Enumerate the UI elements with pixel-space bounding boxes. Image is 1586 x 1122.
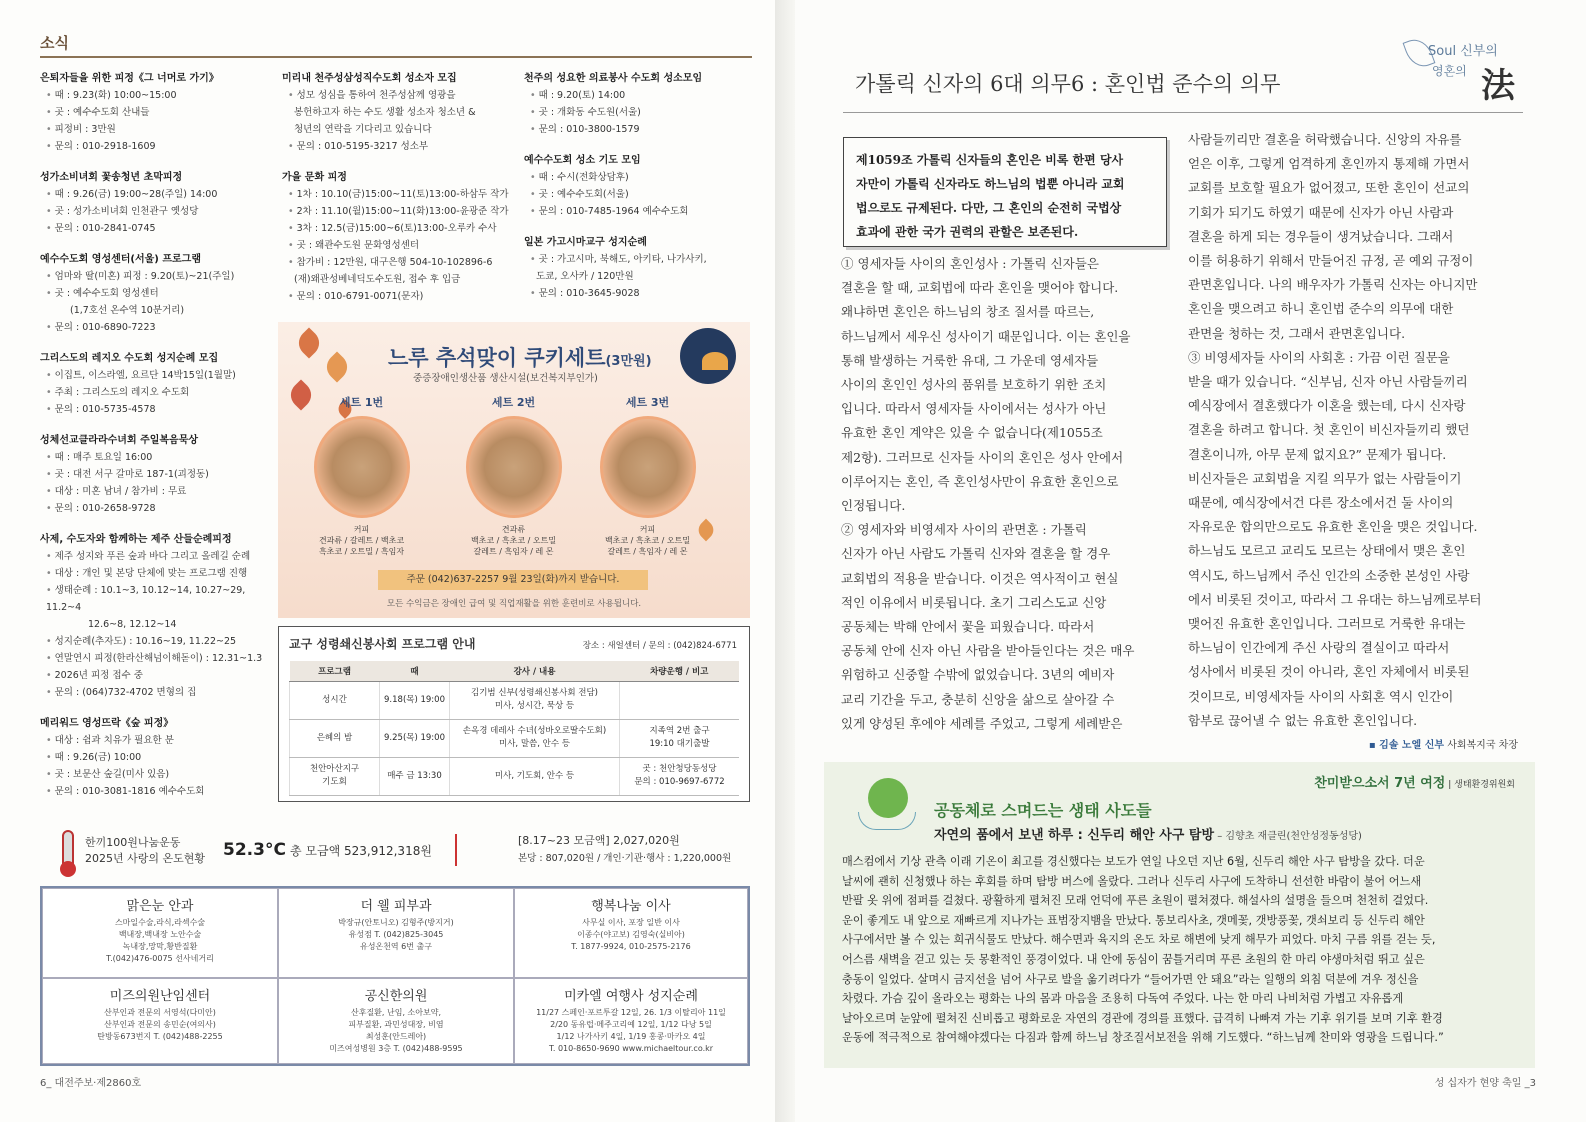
cookie-box-image — [314, 416, 410, 518]
business-name: 더 웰 피부과 — [360, 899, 432, 914]
business-line: 피부질환, 과민성대장, 비염 — [348, 1020, 444, 1029]
text-line: 예식장에서 결혼했다가 이혼을 했는데, 다시 신자랑 — [1188, 398, 1466, 414]
eco-title: 공동체로 스며드는 생태 사도들 — [934, 801, 1152, 820]
thermo-week: [8.17~23 모금액] 2,027,020원 — [518, 834, 680, 847]
eco-series: 찬미받으소서 7년 여정 | 생태환경위원회 — [1314, 776, 1515, 791]
news-title: 은퇴자들을 위한 피정《그 너머로 가기》 — [40, 73, 219, 84]
cell-line: 은혜의 밤 — [316, 732, 353, 743]
news-column-3 — [524, 66, 750, 302]
news-item: • 문의 : 010-3800-1579 — [524, 121, 750, 138]
text-line: ② 영세자와 비영세자 사이의 관면혼 : 가톨릭 — [841, 522, 1087, 538]
text-line: 교회법의 적용을 받습니다. 이것은 역사적이고 현실 — [841, 570, 1119, 586]
right-page — [795, 0, 1586, 1122]
quote-line: 효과에 관한 국가 권력의 관할은 보존된다. — [856, 225, 1079, 239]
spacer — [40, 517, 272, 527]
table-row — [290, 719, 740, 757]
cell-line: 손옥경 데레사 수녀(성바오로딸수도회) — [462, 726, 607, 736]
eco-column-box — [824, 762, 1535, 1068]
text-line: 하느님께서 세우신 성사이기 때문입니다. 이는 혼인을 — [841, 328, 1131, 344]
business-line: 이종수(야고보) 김영숙(실비아) — [577, 930, 685, 939]
text-line: 결혼을 하려고 합니다. 첫 혼인이 비신자들끼리 했던 — [1188, 422, 1470, 438]
text-line: 교회를 보호할 필요가 없어졌고, 또한 혼인이 선교의 — [1188, 180, 1470, 196]
ad-subtitle: 중증장애인생산품 생산시설(보건복지부인가) — [413, 373, 598, 384]
news-item: • 1차 : 10.10(금)15:00~11(토)13:00-하삼두 작가 — [282, 186, 517, 203]
news-item: • 문의 : 010-3081-1816 예수수도회 — [40, 783, 272, 800]
set-name: 세트 2번 — [491, 396, 536, 409]
text-line: 교리 기간을 두고, 충분히 신앙을 삶으로 살아갈 수 — [841, 691, 1115, 707]
business-line: 최성훈(안드레아) — [365, 1032, 427, 1041]
cell-line: 미사, 말씀, 안수 등 — [499, 739, 570, 749]
text-line: 충동이 일었다. 살며시 금지선을 넘어 사구로 발을 옮기려다가 “들어가면 안 돼요”라는 일행의 외침 덕분에 겨우 정신을 — [842, 972, 1419, 986]
text-line: 얻은 이후, 그렇게 엄격하게 혼인까지 통제해 가면서 — [1188, 156, 1470, 172]
hand-icon — [858, 812, 916, 830]
cell-line: 기도회 — [322, 777, 347, 787]
cell-line: 미사, 성시간, 묵상 등 — [494, 701, 575, 711]
business-line: 탄방동673번지 T. (042)488-2255 — [97, 1032, 223, 1041]
news-item: • 곳 : 대전 서구 갈마로 187-1(괴정동) — [40, 466, 272, 483]
news-item: • 대상 : 미혼 남녀 / 참가비 : 무료 — [40, 483, 272, 500]
cell-line: 19:10 대기출발 — [649, 739, 710, 749]
text-line: 공동체는 박해 안에서 꽃을 피웠습니다. 따라서 — [841, 619, 1095, 635]
news-title: 가을 문화 피정 — [282, 172, 347, 183]
business-line: 1/12 나가사키 4일, 1/19 홍콩·마카오 4일 — [556, 1032, 706, 1041]
news-item: • 제주 성지와 푸른 숲과 바다 그리고 올레길 순례 — [40, 548, 272, 565]
business-name: 맑은눈 안과 — [126, 899, 194, 914]
page-gutter — [775, 0, 795, 1122]
table-header: 때 — [380, 661, 450, 681]
table-cell — [290, 757, 380, 795]
column-series-2: 영혼의 — [1432, 64, 1467, 78]
title-rule — [843, 112, 1523, 113]
table-header: 차량운행 / 비고 — [620, 661, 740, 681]
business-line: 산부인과 전문의 서영석(다미안) — [104, 1008, 216, 1017]
news-item: • 때 : 9.26(금) 19:00~28(주일) 14:00 — [40, 186, 272, 203]
news-item: 봉헌하고자 하는 수도 생활 성소자 청소년 & — [294, 107, 476, 118]
news-item: • 때 : 9.20(토) 14:00 — [524, 87, 750, 104]
thermo-line1: 한끼100원나눔운동 — [85, 836, 181, 849]
cell-line: 곳 : 천안청당동성당 — [642, 764, 717, 774]
table-cell — [290, 719, 380, 757]
text-line: ① 영세자들 사이의 혼인성사 : 가톨릭 신자들은 — [841, 256, 1099, 271]
text-line: 결혼이니까, 아무 문제 없지요?” 문제가 됩니다. — [1188, 446, 1447, 462]
news-column-1 — [40, 66, 272, 800]
news-item: • 문의 : 010-5735-4578 — [40, 401, 272, 418]
spacer — [282, 155, 517, 165]
business-line: 유성온천역 6번 출구 — [360, 942, 432, 951]
news-item: • 곳 : 보문산 숲길(미사 있음) — [40, 766, 272, 783]
set-desc: 커피 견과류 / 갈레트 / 백초코 흑초코 / 오트밀 / 흑임자 — [318, 525, 405, 556]
table-cell — [620, 757, 740, 795]
news-item: 청년의 연락을 기다리고 있습니다 — [294, 124, 432, 135]
cookie-box-image — [466, 416, 562, 518]
business-line: 미즈여성병원 3층 T. (042)488-9595 — [329, 1044, 463, 1053]
news-title: 성체선교클라라수녀회 주일복음묵상 — [40, 435, 199, 446]
business-card — [278, 978, 514, 1064]
news-item: • 문의 : 010-2841-0745 — [40, 220, 272, 237]
news-title: 그리스도의 레지오 수도회 성지순례 모집 — [40, 353, 219, 364]
text-line: 공동체 안에 신자 아닌 사람을 받아들인다는 것은 매우 — [841, 643, 1135, 659]
text-line: 기회가 되기도 하였기 때문에 신자가 아닌 사람과 — [1188, 204, 1454, 220]
text-line: 매스컴에서 기상 관측 이래 기온이 최고를 경신했다는 보도가 연일 나오던 지난 6월, 신두리 해안 사구 탐방을 갔다. 더운 — [842, 855, 1425, 868]
thermometer-box — [40, 812, 752, 882]
cookie-ad — [278, 322, 750, 618]
ad-title: 느루 추석맞이 쿠키세트(3만원) — [388, 346, 652, 370]
eco-subtitle: 자연의 품에서 보낸 하루 : 신두리 해안 사구 탐방 – 김향초 재클린(천안성정동성당) — [934, 828, 1362, 843]
cookie-set-3 — [580, 394, 715, 557]
business-card — [514, 978, 748, 1064]
thermo-total: 총 모금액 523,912,318원 — [290, 844, 432, 858]
business-card — [278, 888, 514, 978]
program-table — [289, 661, 739, 796]
news-item: • 대상 : 쉼과 치유가 필요한 분 — [40, 732, 272, 749]
news-title: 성가소비녀회 꽃송청년 초막피정 — [40, 172, 183, 183]
table-cell — [380, 681, 450, 719]
news-item: • 생태순례 : 10.1~3, 10.12~14, 10.27~29, 11.2~4 — [40, 582, 272, 616]
table-cell — [450, 681, 620, 719]
news-item: • 문의 : 010-5195-3217 성소부 — [282, 138, 517, 155]
text-line: 입니다. 따라서 영세자들 사이에서는 성사가 아닌 — [841, 401, 1107, 417]
news-title: 메리워드 영성뜨락《숲 피정》 — [40, 718, 174, 729]
news-title: 천주의 성요한 의료봉사 수도회 성소모임 — [524, 73, 703, 84]
news-item: • 때 : 9.26(금) 10:00 — [40, 749, 272, 766]
table-cell — [290, 681, 380, 719]
business-directory — [40, 886, 750, 1066]
text-line: 역시도, 하느님께서 주신 인간의 소중한 본성인 사랑 — [1188, 567, 1470, 583]
table-cell — [620, 719, 740, 757]
maple-leaf-icon — [293, 327, 324, 358]
text-line: 사람들끼리만 결혼을 허락했습니다. 신앙의 자유를 — [1188, 132, 1462, 147]
news-item: • 때 : 9.23(화) 10:00~15:00 — [40, 87, 272, 104]
spacer — [40, 237, 272, 247]
news-item: • 곳 : 왜관수도원 문화영성센터 — [282, 237, 517, 254]
page-footer: 6_ 대전주보·제2860호 — [40, 1078, 142, 1089]
news-item: • 주최 : 그리스도의 레지오 수도회 — [40, 384, 272, 401]
text-line: 혼인을 맺으려고 하니 혼인법 준수의 의무에 대한 — [1188, 301, 1454, 317]
news-item: • 문의 : 010-6791-0071(문자) — [282, 288, 517, 305]
text-line: 통해 발생하는 거룩한 유대, 그 가운데 영세자들 — [841, 352, 1099, 368]
table-header: 강사 / 내용 — [450, 661, 620, 681]
quote-line: 자만이 가톨릭 신자라도 하느님의 법뿐 아니라 교회 — [856, 177, 1125, 191]
spacer — [524, 220, 750, 230]
table-cell — [380, 719, 450, 757]
text-line: 날아오르며 눈앞에 펼쳐진 신비롭고 평화로운 자연의 경관에 경의를 표했다. 급격히 나빠져 가는 기후 위기를 보며 기후 환경 — [842, 1011, 1443, 1025]
set-name: 세트 1번 — [339, 396, 384, 409]
text-line: 성사에서 비롯된 것이 아니라, 혼인 자체에서 비롯된 — [1188, 664, 1470, 680]
text-line: 운동에 적극적으로 참여해야겠다는 다짐과 함께 하느님 창조질서보전을 위해 기도했다. “하느님께 찬미와 영광을 드립니다.” — [842, 1031, 1444, 1045]
section-rule — [40, 56, 752, 58]
table-row — [290, 757, 740, 795]
business-line: 2/20 동유럽·메주고리예 12일, 1/12 다낭 5일 — [550, 1020, 712, 1029]
cell-line: 매주 금 13:30 — [387, 770, 442, 781]
text-line: 이루어지는 혼인, 즉 혼인성사만이 유효한 혼인으로 — [841, 473, 1119, 489]
news-title: 예수수도회 영성센터(서울) 프로그램 — [40, 254, 202, 265]
news-item: • 곳 : 예수수도회 산내들 — [40, 104, 272, 121]
news-item: • 문의 : (064)732-4702 면형의 집 — [40, 684, 272, 701]
text-line: 차렸다. 가슴 깊이 올라오는 평화는 나의 몸과 마음을 조용히 다독여 주었다. 나는 한 마리 나비처럼 가볍고 자유롭게 — [842, 992, 1404, 1006]
news-item: • 문의 : 010-6890-7223 — [40, 319, 272, 336]
news-item: • 문의 : 010-2918-1609 — [40, 138, 272, 155]
table-cell — [620, 681, 740, 719]
spacer — [40, 336, 272, 346]
cell-line: 지족역 2번 출구 — [649, 726, 710, 736]
news-item: • 피정비 : 3만원 — [40, 121, 272, 138]
news-item: • 곳 : 예수수도회(서울) — [524, 186, 750, 203]
text-line: 에서 비롯된 것이고, 따라서 그 유대는 하느님께로부터 — [1188, 591, 1482, 607]
news-item: • 문의 : 010-7485-1964 예수수도회 — [524, 203, 750, 220]
page-footer: 성 십자가 현양 축일 _3 — [1434, 1078, 1536, 1089]
text-line: 함부로 끊어낼 수 없는 유효한 혼인입니다. — [1188, 712, 1418, 728]
news-item: 12.6~8, 12.12~14 — [88, 619, 177, 630]
set-name: 세트 3번 — [625, 396, 670, 409]
spacer — [40, 155, 272, 165]
business-name: 공신한의원 — [364, 989, 428, 1004]
text-line: 사구에서만 볼 수 있는 희귀식물도 만났다. 해수면과 육지의 온도 차로 해변에 낮게 해무가 피었다. 마치 구름 위를 걷는 듯, — [842, 933, 1436, 947]
text-line: 운이 좋게도 내 앞으로 재빠르게 지나가는 표범장지뱀을 만났다. 통보리사초, 갯메꽃, 갯방풍꽃, 갯쇠보리 등 신두리 해안 — [842, 913, 1425, 927]
news-item: • 대상 : 개인 및 본당 단체에 맞는 프로그램 진행 — [40, 565, 272, 582]
text-line: 비신자들은 교회법을 지킬 의무가 없는 사람들이기 — [1188, 470, 1462, 486]
text-line: 반팔 옷 위에 점퍼를 걸쳤다. 광활하게 펼쳐진 모래 언덕에 푸른 초원이 펼쳐졌다. 해설사의 설명을 들으며 천천히 걸었다. — [842, 894, 1429, 908]
business-line: T. 1877-9924, 010-2575-2176 — [571, 942, 691, 951]
text-line: 관면혼입니다. 나의 배우자가 가톨릭 신자는 아니지만 — [1188, 277, 1478, 293]
business-line: 박장규(안토니오) 김형주(방지거) — [338, 918, 454, 927]
ad-note: 모든 수익금은 장애인 급여 및 직업재활을 위한 훈련비로 사용됩니다. — [386, 599, 642, 609]
moon-icon — [680, 328, 736, 384]
news-item: • 문의 : 010-3645-9028 — [524, 285, 750, 302]
text-line: 이를 허용하기 위해서 만들어진 규정, 곧 예외 규정이 — [1188, 253, 1474, 269]
section-title: 소식 — [40, 34, 69, 52]
text-line: 것이므로, 비영세자들 사이의 사회혼 역시 인간이 — [1188, 688, 1454, 704]
article-title: 가톨릭 신자의 6대 의무6 : 혼인법 준수의 의무 — [855, 72, 1281, 96]
news-title: 일본 가고시마교구 성지순례 — [524, 237, 647, 248]
news-item: • 때 : 매주 토요일 16:00 — [40, 449, 272, 466]
table-cell — [380, 757, 450, 795]
set-desc: 커피 백초코 / 흑초코 / 오트밀 갈레트 / 흑임자 / 레 몬 — [604, 525, 691, 556]
business-line: T.(042)476-0075 선사네거리 — [106, 954, 214, 963]
thermo-degree: 52.3°C — [223, 840, 286, 860]
cookie-box-image — [600, 416, 696, 518]
news-item: • 엄마와 딸(미혼) 피정 : 9.20(토)~21(주일) — [40, 268, 272, 285]
table-cell — [450, 757, 620, 795]
table-row — [290, 681, 740, 719]
business-name: 미즈의원난임센터 — [109, 989, 211, 1004]
author-signature: ▪ 김솔 노엘 신부 사회복지국 차장 — [1368, 740, 1518, 751]
news-item: • 성지순례(추자도) : 10.16~19, 11.22~25 — [40, 633, 272, 650]
business-line: 사무실 이사, 포장 일반 이사 — [582, 918, 680, 927]
news-item: • 2026년 피정 접수 중 — [40, 667, 272, 684]
text-line: 어스름 새벽을 걷고 있는 듯 몽환적인 풍경이었다. 내 안에 동심이 꿈틀거리며 푸른 초원의 한 마리 야생마처럼 뛰고 싶은 — [842, 952, 1425, 966]
table-header: 프로그램 — [290, 661, 380, 681]
quote-line: 제1059조 가톨릭 신자들의 혼인은 비록 한편 당사 — [856, 153, 1124, 167]
news-item: • 연말연시 피정(한라산해넘이해돋이) : 12.31~1.3 — [40, 650, 272, 667]
quote-line: 법으로도 규제된다. 다만, 그 혼인의 순전히 국법상 — [856, 201, 1122, 215]
spacer — [524, 138, 750, 148]
news-item: • 참가비 : 12만원, 대구은행 504-10-102896-6 — [282, 254, 517, 271]
news-column-2 — [282, 66, 517, 305]
spacer — [40, 418, 272, 428]
text-line: 받을 때가 있습니다. “신부님, 신자 아닌 사람들끼리 — [1188, 374, 1468, 390]
business-card — [42, 888, 278, 978]
text-line: 위험하고 신중할 수밖에 없었습니다. 3년의 예비자 — [841, 667, 1115, 683]
text-line: 인정됩니다. — [841, 498, 906, 514]
business-card — [42, 978, 278, 1064]
cookie-set-1 — [294, 394, 429, 557]
news-item: • 3차 : 12.5(금)15:00~6(토)13:00-오루카 수사 — [282, 220, 517, 237]
cookie-set-2 — [446, 394, 581, 557]
text-line: 자유로운 합의만으로도 유효한 혼인을 맺은 것입니다. — [1188, 519, 1478, 535]
news-item: 도쿄, 오사카 / 120만원 — [536, 271, 634, 282]
text-line: 관면을 청하는 것, 그래서 관면혼입니다. — [1188, 325, 1406, 341]
news-item: • 2차 : 11.10(월)15:00~11(화)13:00-윤광준 작가 — [282, 203, 517, 220]
text-line: 하느님이 인간에게 주신 사랑의 결실이고 따라서 — [1188, 640, 1450, 656]
news-item: • 성모 성심을 통하여 천주성삼께 영광을 — [282, 87, 517, 104]
cell-line: 9.25(목) 19:00 — [384, 732, 445, 743]
news-item: (재)왜관성베네딕도수도원, 접수 후 입금 — [294, 274, 461, 285]
news-title: 미리내 천주성삼성직수도회 성소자 모집 — [282, 73, 457, 84]
text-line: 유효한 혼인 계약은 있을 수 없습니다(제1055조 — [841, 425, 1103, 441]
text-line: 때문에, 예식장에서건 다른 장소에서건 둘 사이의 — [1188, 495, 1454, 511]
business-line: 유성점 T. (042)825-3045 — [348, 930, 444, 939]
news-item: • 때 : 수시(전화상담후) — [524, 169, 750, 186]
news-title: 예수수도회 성소 기도 모임 — [524, 155, 641, 166]
article-column-1 — [841, 252, 1171, 736]
cell-line: 문의 : 010-9697-6772 — [634, 777, 725, 787]
news-item: • 곳 : 성가소비녀회 인천관구 옛성당 — [40, 203, 272, 220]
business-line: 스마일수술,라식,라섹수술 — [114, 918, 206, 927]
text-line: 결혼을 하게 되는 경우들이 생겨났습니다. 그래서 — [1188, 228, 1454, 244]
cell-line: 천안아산지구 — [309, 764, 360, 774]
canon-quote — [843, 137, 1167, 247]
business-line: 녹내장,망막,황반질환 — [122, 942, 198, 951]
spacer — [40, 701, 272, 711]
cell-line: 김기범 신부(성령쇄신봉사회 전담) — [471, 688, 598, 698]
left-page — [0, 0, 775, 1122]
text-line: 있게 양성된 후에야 세례를 주었고, 그렇게 세례받은 — [841, 715, 1123, 731]
business-name: 행복나눔 이사 — [591, 899, 671, 914]
business-card — [514, 888, 748, 978]
text-line: 결혼을 할 때, 교회법에 따라 혼인을 맺어야 합니다. — [841, 280, 1119, 296]
news-item: • 이집트, 이스라엘, 요르단 14박15일(1월말) — [40, 367, 272, 384]
text-line: 제2항). 그러므로 신자들 사이의 혼인은 성사 안에서 — [841, 449, 1124, 465]
article-column-2 — [1188, 128, 1518, 733]
text-line: 신자가 아닌 사람도 가톨릭 신자와 결혼을 할 경우 — [841, 546, 1111, 562]
news-item: • 곳 : 가고시마, 북해도, 아키타, 나가사키, — [524, 251, 750, 268]
text-line: ③ 비영세자들 사이의 사회혼 : 가끔 이런 질문을 — [1188, 349, 1450, 365]
set-desc: 견과류 백초코 / 흑초코 / 오트밀 갈레트 / 흑임자 / 레 몬 — [470, 525, 557, 556]
thermometer-icon — [62, 830, 74, 870]
ad-order: 주문 (042)637-2257 9월 23일(화)까지 받습니다. — [378, 570, 648, 590]
news-item: • 곳 : 예수수도회 영성센터 — [40, 285, 272, 302]
maple-leaf-icon — [321, 351, 352, 382]
program-table-box — [278, 626, 750, 802]
thermo-line2: 2025년 사랑의 온도현황 — [85, 852, 205, 865]
business-line: 백내장,백내장 노안수술 — [118, 930, 202, 939]
business-line: 11/27 스페인·포르투갈 12일, 26. 1/3 이탈리아 11일 — [536, 1008, 726, 1017]
text-line: 사이의 혼인인 성사의 품위를 보호하기 위한 조치 — [841, 377, 1107, 393]
program-meta: 장소 : 새얼센터 / 문의 : (042)824-6771 — [582, 641, 737, 651]
news-item: (1,7호선 온수역 10분거리) — [70, 305, 185, 316]
text-line: 날씨에 괜히 신청했나 하는 후회를 하며 탐방 버스에 올랐다. 그러나 신두리 사구에 도착하니 선선한 바람이 불어 어느새 — [842, 874, 1422, 888]
thermo-week-detail: 본당 : 807,020원 / 개인·기관·행사 : 1,220,000원 — [518, 853, 732, 864]
business-line: 산후질환, 난임, 소아보약, — [351, 1008, 441, 1017]
text-line: 적인 이유에서 비롯됩니다. 초기 그리스도교 신앙 — [841, 594, 1107, 610]
table-cell — [450, 719, 620, 757]
divider — [455, 834, 457, 866]
news-item: • 곳 : 개화동 수도원(서울) — [524, 104, 750, 121]
text-line: 왜냐하면 혼인은 하느님의 창조 질서를 따르는, — [841, 304, 1095, 320]
business-name: 미카엘 여행사 성지순례 — [564, 989, 698, 1004]
column-series: Soul 신부의 — [1428, 44, 1498, 59]
text-line: 맺어진 유효한 혼인입니다. 그러므로 거룩한 유대는 — [1188, 616, 1466, 632]
program-title: 교구 성령쇄신봉사회 프로그램 안내 — [289, 637, 476, 651]
business-line: 산부인과 전문의 송민순(여의사) — [104, 1020, 216, 1029]
cell-line: 미사, 기도회, 안수 등 — [494, 770, 575, 781]
cell-line: 성시간 — [322, 694, 347, 705]
business-line: T. 010-8650-9690 www.michaeltour.co.kr — [548, 1044, 714, 1053]
text-line: 하느님도 모르고 교리도 모르는 상태에서 맺은 혼인 — [1188, 543, 1466, 559]
cell-line: 9.18(목) 19:00 — [384, 694, 445, 705]
news-item: • 문의 : 010-2658-9728 — [40, 500, 272, 517]
eco-body — [842, 852, 1522, 1048]
column-logo: 法 — [1481, 66, 1515, 106]
news-title: 사제, 수도자와 함께하는 제주 산들순례피정 — [40, 534, 232, 545]
